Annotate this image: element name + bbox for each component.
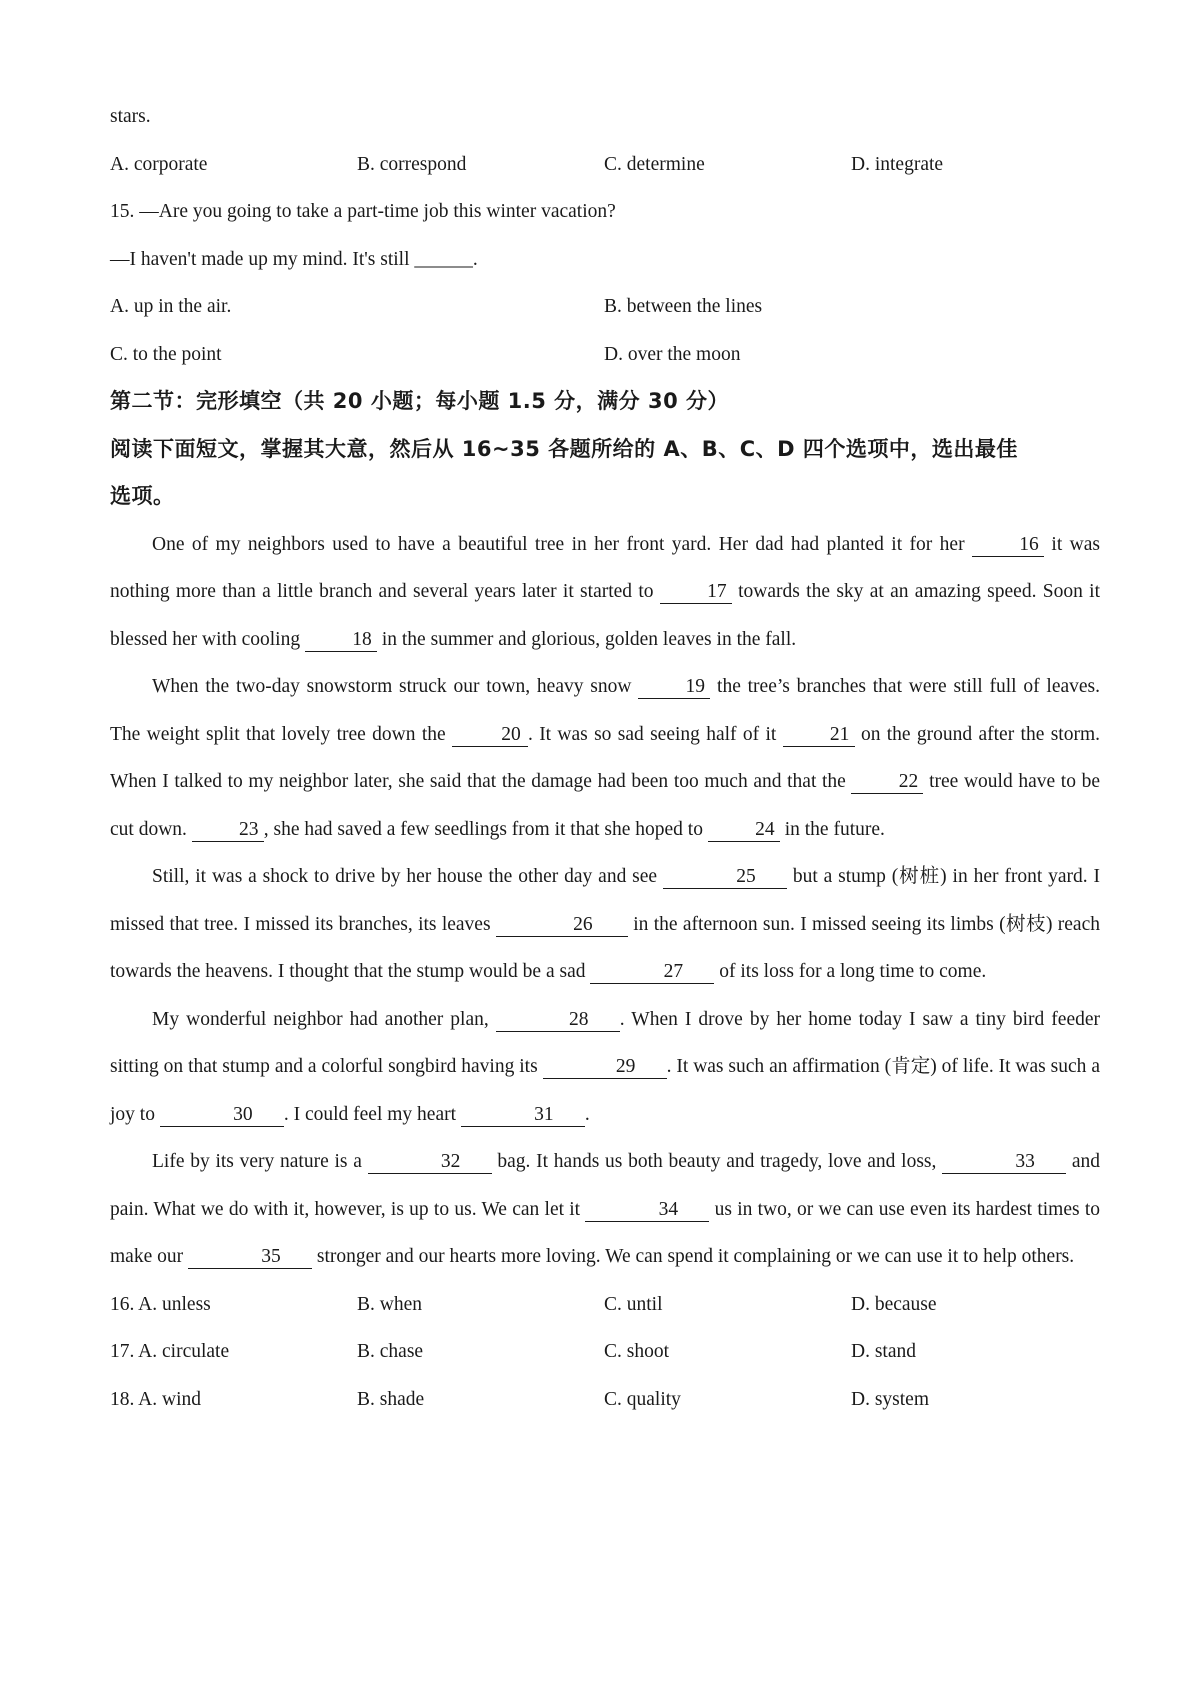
blank-19: 19 — [638, 676, 710, 699]
paragraph-2 — [110, 663, 1100, 853]
q18-option-d: D. system — [851, 1388, 929, 1410]
blank-31: 31 — [461, 1104, 585, 1127]
q16-option-d: D. because — [851, 1293, 937, 1315]
text-segment: tree would have to be cut down. — [110, 771, 1101, 840]
blank-21: 21 — [783, 724, 855, 747]
blank-27: 27 — [590, 961, 714, 984]
q15-stem: 15. —Are you going to take a part-time job this winter vacation? — [110, 201, 616, 222]
text-segment: in the future. — [779, 818, 885, 840]
q15-options-row1 — [110, 283, 1100, 331]
q18-option-b: B. shade — [357, 1388, 425, 1410]
text-segment: When the two-day snowstorm struck our town, heavy snow — [152, 676, 639, 697]
q15-option-d: D. over the moon — [604, 343, 741, 365]
text-segment: . I could feel my heart — [283, 1103, 461, 1125]
q14-option-b: B. correspond — [357, 153, 467, 175]
q14-option-c: C. determine — [604, 153, 705, 175]
text-segment: in the afternoon sun. I missed seeing its limbs (树枝) reach towards the heavens. I thought that the stump would be a sad — [110, 913, 1100, 982]
text-segment: stronger and our hearts more loving. We can spend it complaining or we can use it to help others. — [311, 1246, 1075, 1267]
q16-option-a: 16. A. unless — [110, 1293, 211, 1315]
q15-reply: —I haven't made up my mind. It's still ______. — [110, 248, 478, 270]
paragraph-1 — [110, 521, 1100, 664]
q15-option-b: B. between the lines — [604, 296, 763, 317]
blank-23: 23 — [192, 819, 264, 842]
text-segment: us in two, or we can use even its hardest times to make our — [110, 1198, 1100, 1267]
text-segment: the tree’s branches that were still full of leaves. The weight split that lovely tree down the — [110, 676, 1100, 745]
blank-24: 24 — [708, 819, 780, 842]
text-segment: of its loss for a long time to come. — [714, 961, 987, 982]
paragraph-5 — [110, 1138, 1100, 1281]
blank-16: 16 — [972, 534, 1044, 557]
text-segment: Still, it was a shock to drive by her house the other day and see — [152, 866, 663, 887]
section-instruction-2: 选项。 — [110, 484, 175, 508]
text-segment: , she had saved a few seedlings from it that she hoped to — [263, 818, 708, 840]
text-segment: but a stump (树桩) in her front yard. I missed that tree. I missed its branches, its leaves — [110, 866, 1100, 935]
text-segment: in the summer and glorious, golden leaves in the fall. — [376, 628, 797, 650]
text-segment: towards the sky at an amazing speed. Soon it blessed her with cooling — [110, 581, 1100, 650]
text-segment: it was nothing more than a little branch and several years later it started to — [110, 533, 1100, 602]
q14-option-d: D. integrate — [851, 153, 944, 175]
q15-option-a: A. up in the air. — [110, 296, 232, 317]
q16-option-c: C. until — [604, 1293, 663, 1315]
q18-option-c: C. quality — [604, 1388, 681, 1410]
blank-20: 20 — [452, 724, 528, 747]
text-segment: . When I drove by her home today I saw a tiny bird feeder sitting on that stump and a colorful songbird having its — [110, 1008, 1100, 1077]
q16-option-b: B. when — [357, 1293, 422, 1315]
paragraph-4 — [110, 996, 1100, 1139]
q14-option-a: A. corporate — [110, 153, 208, 175]
blank-34: 34 — [585, 1199, 709, 1222]
text-segment: bag. It hands us both beauty and tragedy, love and loss, — [491, 1151, 943, 1172]
blank-25: 25 — [663, 866, 787, 889]
q18-option-a: 18. A. wind — [110, 1388, 202, 1410]
q17-option-b: B. chase — [357, 1341, 424, 1362]
blank-17: 17 — [660, 581, 732, 604]
blank-29: 29 — [543, 1056, 667, 1079]
blank-22: 22 — [851, 771, 923, 794]
text-segment: Life by its very nature is a — [152, 1151, 368, 1172]
paragraph-3 — [110, 853, 1100, 996]
q15-option-c: C. to the point — [110, 343, 222, 365]
blank-18: 18 — [305, 629, 377, 652]
q15-options-row2 — [110, 331, 1100, 379]
text-segment: and pain. What we do with it, however, is up to us. We can let it — [110, 1151, 1101, 1220]
top-fragment: stars. — [110, 106, 151, 127]
section-instruction-1: 阅读下面短文，掌握其大意，然后从 16~35 各题所给的 A、B、C、D 四个选项中，选出最佳 — [110, 436, 1018, 461]
section-title: 第二节：完形填空（共 20 小题；每小题 1.5 分，满分 30 分） — [110, 389, 730, 413]
text-segment: . — [584, 1103, 590, 1125]
blank-33: 33 — [942, 1151, 1066, 1174]
q17-option-a: 17. A. circulate — [110, 1341, 230, 1362]
q14-options — [110, 141, 1100, 189]
q16-options — [110, 1281, 1100, 1329]
blank-35: 35 — [188, 1246, 312, 1269]
blank-26: 26 — [496, 914, 628, 937]
q18-options — [110, 1376, 1100, 1424]
q17-option-c: C. shoot — [604, 1341, 670, 1362]
text-segment: . It was so sad seeing half of it — [527, 723, 783, 745]
blank-32: 32 — [368, 1151, 492, 1174]
q17-options — [110, 1328, 1100, 1376]
blank-30: 30 — [160, 1104, 284, 1127]
cloze-passage — [110, 521, 1100, 1281]
exam-page — [110, 93, 1100, 1423]
text-segment: One of my neighbors used to have a beautiful tree in her front yard. Her dad had planted it for her — [152, 533, 972, 555]
text-segment: on the ground after the storm. When I talked to my neighbor later, she said that the damage had been too much and that the — [110, 723, 1100, 792]
q17-option-d: D. stand — [851, 1341, 916, 1362]
blank-28: 28 — [496, 1009, 620, 1032]
text-segment: . It was such an affirmation (肯定) of life. It was such a joy to — [110, 1056, 1100, 1125]
text-segment: My wonderful neighbor had another plan, — [152, 1008, 496, 1030]
